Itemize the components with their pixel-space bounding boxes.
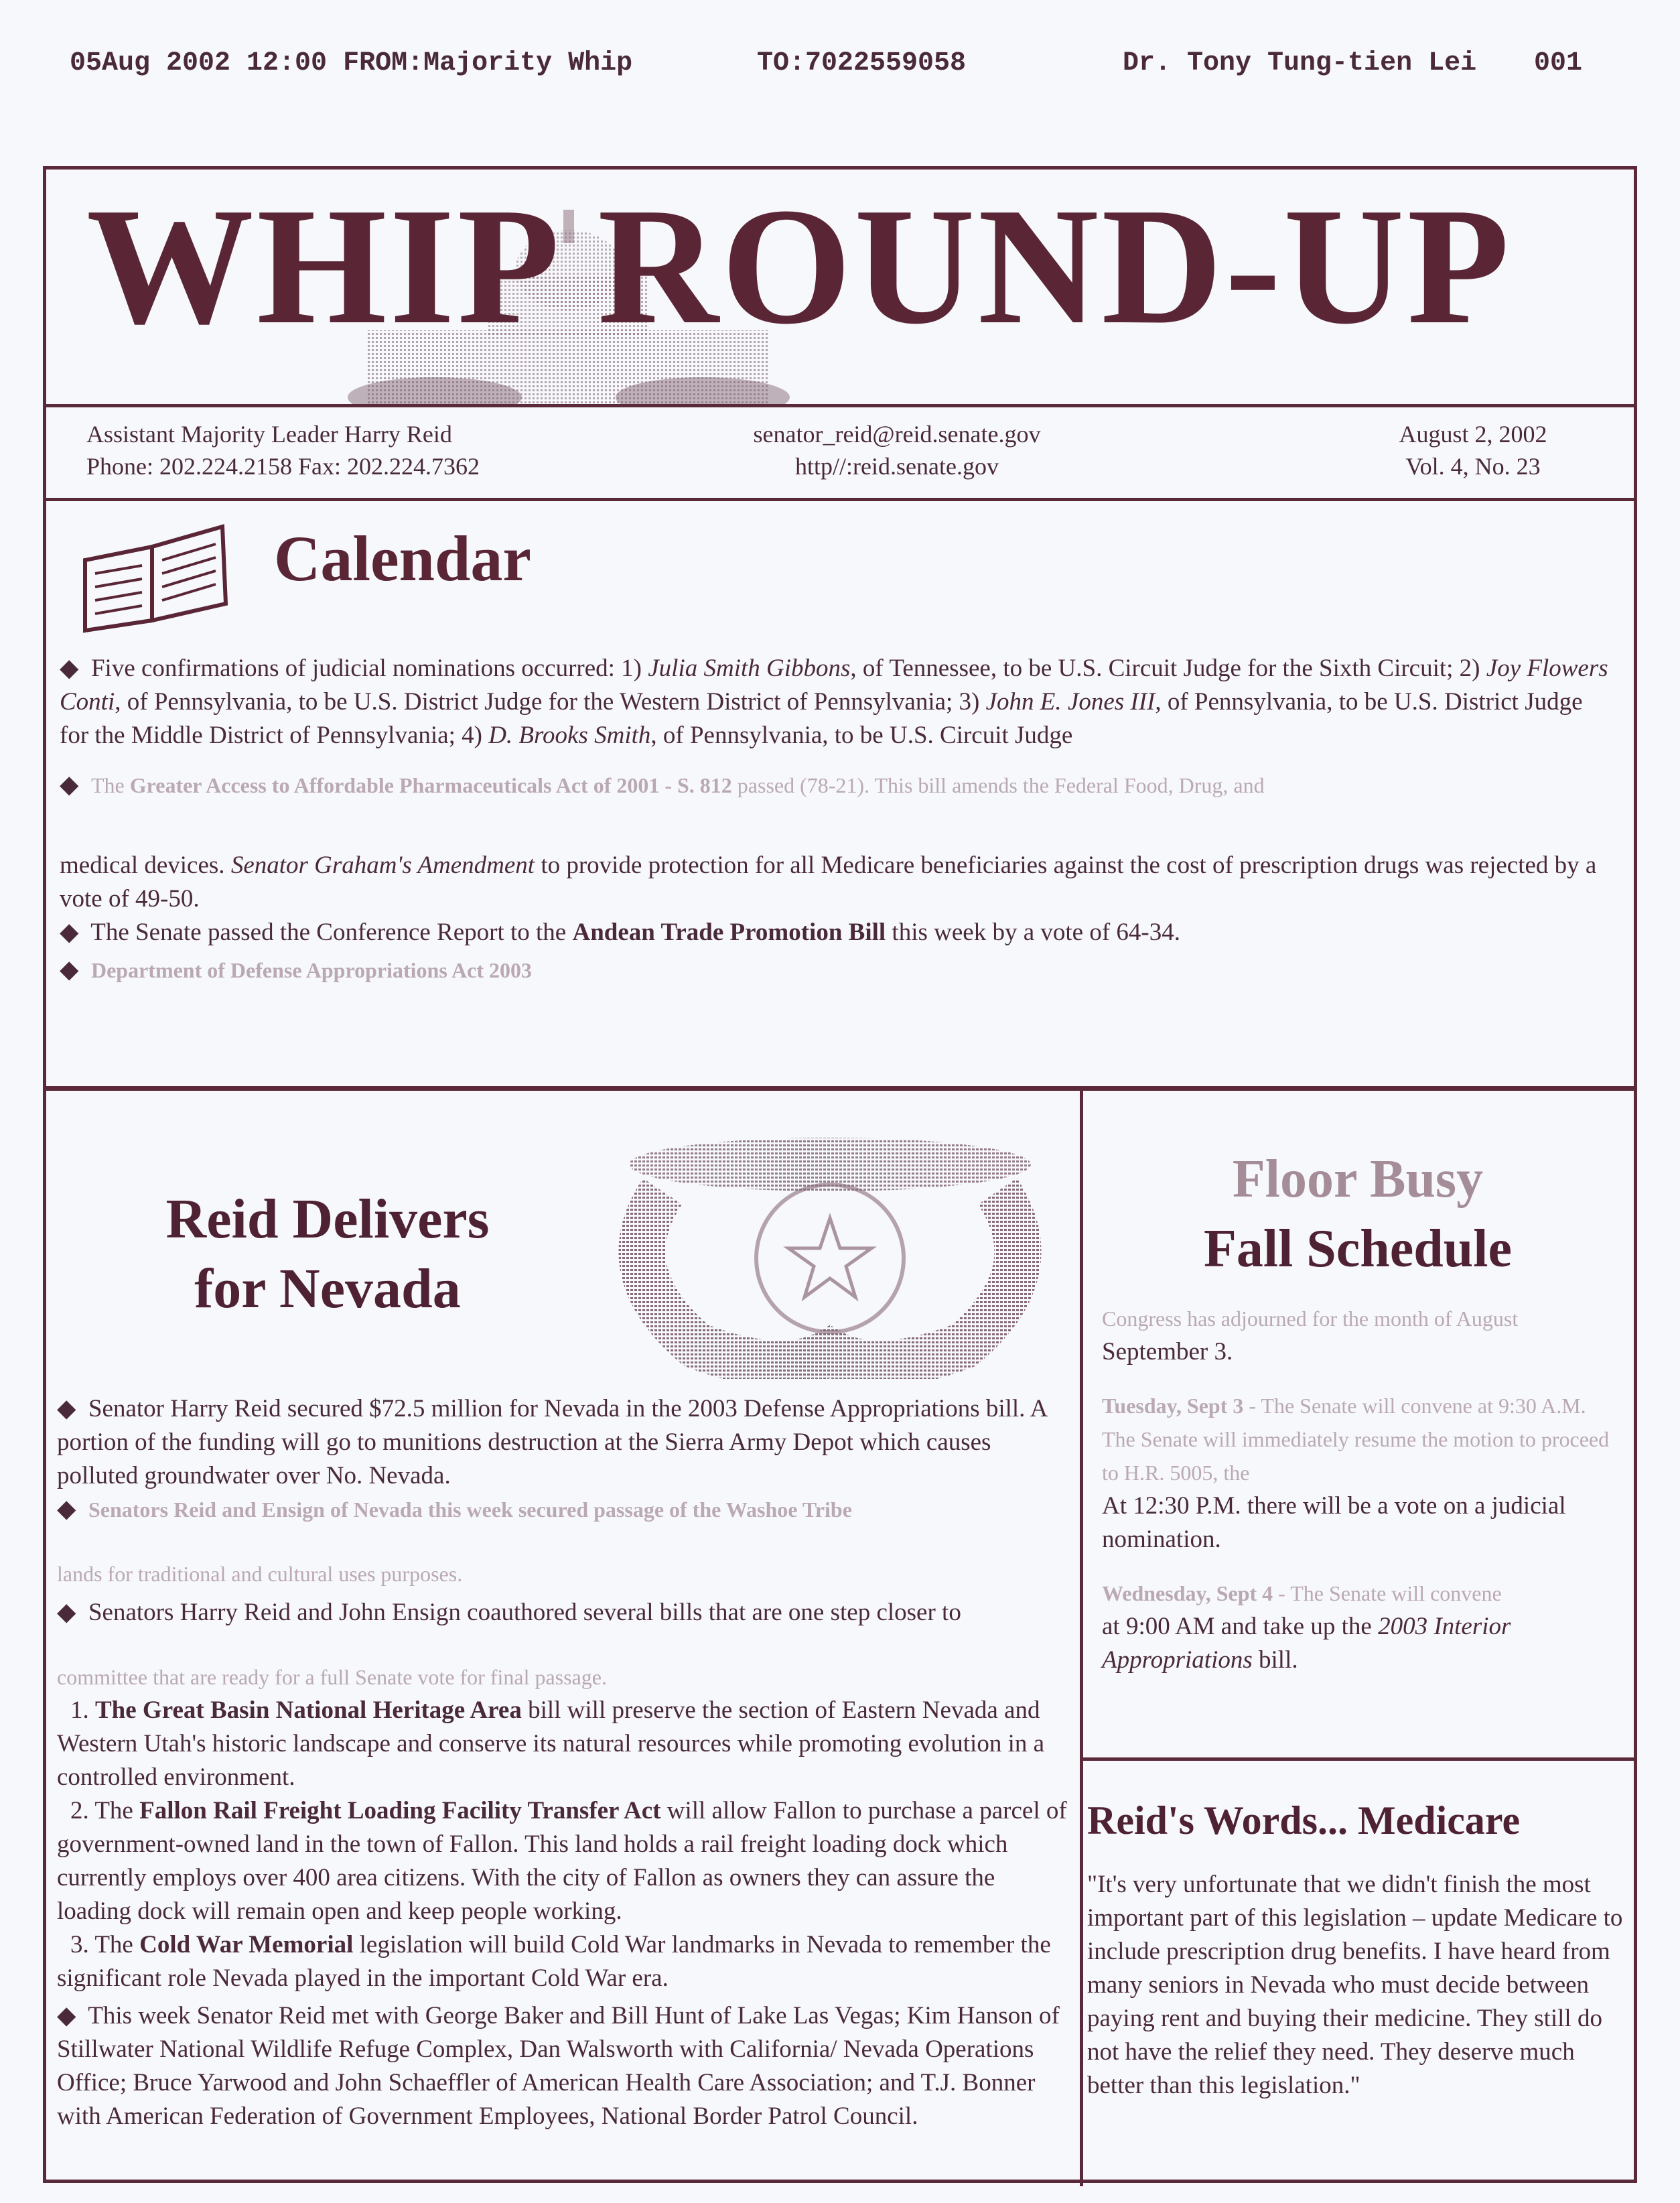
website-url: http//:reid.senate.gov bbox=[795, 453, 999, 480]
reid-item-meetings: ◆ This week Senator Reid met with George Baker and Bill Hunt of Lake Las Vegas; Kim Hanson of Stillwater National Wildlife Refuge Complex, Dan Walsworth with California/ Nevada Operations Office; Bruce Yarwood and John Schaeffler of American Health Care Association; and T.J. Bonner with American Federation of Government Employees, National Border Patrol Council. bbox=[57, 2002, 1060, 2130]
info-left bbox=[86, 418, 480, 482]
floor-schedule-body bbox=[1102, 1302, 1618, 1677]
reid-delivers-heading: Reid Delivers for Nevada bbox=[165, 1188, 490, 1320]
reid-item-washoe-tail: lands for traditional and cultural uses purposes. bbox=[57, 1562, 463, 1586]
calendar-item-judicial: ◆ Five confirmations of judicial nominations occurred: 1) Julia Smith Gibbons, of Tennessee, to be U.S. Circuit Judge for the Sixth Circuit; 2) Joy Flowers Conti, of Pennsylvania, to be U.S. District Judge for the Western District of Pennsylvania; 3) John E. Jones III, of Pennsylvania, to be U.S. District Judge for the Middle District of Pennsylvania; 4) D. Brooks Smith, of Pennsylvania, to be U.S. Circuit Judge bbox=[60, 655, 1608, 749]
reid-list-item-2: 2. The Fallon Rail Freight Loading Facility Transfer Act will allow Fallon to purchase a parcel of government-owned land in the town of Fallon. This land holds a rail freight loading dock which currently employs over 400 area citizens. With the city of Fallon as owners they can assure the loading dock will remain open and keep people working. bbox=[57, 1797, 1067, 1925]
calendar-heading: Calendar bbox=[274, 523, 531, 594]
email-address: senator_reid@reid.senate.gov bbox=[753, 421, 1041, 448]
issue-date: August 2, 2002 bbox=[1399, 421, 1547, 448]
info-center bbox=[716, 418, 1078, 482]
floor-item-tuesday: Tuesday, Sept 3 - The Senate will convene at 9:30 A.M. The Senate will immediately resume the motion to proceed to H.R. 5005, the bbox=[1102, 1394, 1610, 1485]
calendar-item-amendment: medical devices. Senator Graham's Amendment to provide protection for all Medicare beneficiaries against the cost of prescription drugs was rejected by a vote of 49-50. bbox=[60, 852, 1597, 913]
senate-seal-wreath-image bbox=[582, 1124, 1078, 1379]
leader-name: Assistant Majority Leader Harry Reid bbox=[86, 421, 452, 448]
reid-item-defense-funding: ◆ Senator Harry Reid secured $72.5 million for Nevada in the 2003 Defense Appropriations bill. A portion of the funding will go to munitions destruction at the Sierra Army Depot which causes polluted groundwater over No. Nevada. bbox=[57, 1395, 1047, 1489]
calendar-item-andean: ◆ The Senate passed the Conference Report to the Andean Trade Promotion Bill this week by a vote of 64-34. bbox=[60, 919, 1180, 946]
open-book-icon bbox=[78, 520, 232, 634]
reid-item-coauthored: ◆ Senators Harry Reid and John Ensign coauthored several bills that are one step closer to bbox=[57, 1599, 961, 1626]
reids-words-heading: Reid's Words... Medicare bbox=[1087, 1798, 1521, 1843]
fax-recipient: Dr. Tony Tung-tien Lei bbox=[1123, 48, 1477, 78]
fax-date-from: 05Aug 2002 12:00 FROM:Majority Whip bbox=[70, 48, 633, 78]
contact-info-bar bbox=[46, 407, 1634, 501]
calendar-item-pharma: ◆ The Greater Access to Affordable Pharmaceuticals Act of 2001 - S. 812 passed (78-21). This bill amends the Federal Food, Drug, and bbox=[60, 771, 1265, 799]
reid-item-coauthored-tail: committee that are ready for a full Senate vote for final passage. bbox=[57, 1665, 607, 1689]
reids-words-section bbox=[1083, 1761, 1634, 2186]
fax-page-number: 001 bbox=[1534, 48, 1583, 78]
volume-number: Vol. 4, No. 23 bbox=[1405, 453, 1541, 480]
info-right bbox=[1366, 418, 1580, 482]
lower-section bbox=[46, 1091, 1634, 2186]
reid-list-item-1: 1. The Great Basin National Heritage Area bill will preserve the section of Eastern Nevada and Western Utah's historic landscape and conserve its natural resources while promoting evolution in a controlled environment. bbox=[57, 1696, 1045, 1791]
floor-schedule-heading: Floor Busy Fall Schedule bbox=[1203, 1150, 1513, 1278]
floor-item-tuesday-vote: At 12:30 P.M. there will be a vote on a judicial nomination. bbox=[1102, 1492, 1566, 1553]
newsletter-frame bbox=[43, 166, 1637, 2183]
floor-item-adjourned: Congress has adjourned for the month of August bbox=[1102, 1307, 1519, 1331]
masthead bbox=[46, 170, 1634, 407]
phone-fax: Phone: 202.224.2158 Fax: 202.224.7362 bbox=[86, 453, 480, 480]
calendar-section bbox=[46, 501, 1634, 1091]
reid-list-item-3: 3. The Cold War Memorial legislation will build Cold War landmarks in Nevada to remember the significant role Nevada played in the important Cold War era. bbox=[57, 1931, 1051, 1992]
calendar-item-defense: ◆ Department of Defense Appropriations Act 2003 bbox=[60, 956, 532, 984]
floor-item-wednesday: Wednesday, Sept 4 - The Senate will convene bbox=[1102, 1581, 1502, 1605]
floor-item-september: September 3. bbox=[1102, 1338, 1233, 1365]
reid-delivers-body bbox=[57, 1392, 1075, 2133]
right-column bbox=[1083, 1091, 1634, 2186]
floor-item-wednesday-interior: at 9:00 AM and take up the 2003 Interior Appropriations bill. bbox=[1102, 1613, 1511, 1674]
calendar-body bbox=[60, 652, 1614, 987]
reid-item-washoe: ◆ Senators Reid and Ensign of Nevada this week secured passage of the Washoe Tribe bbox=[57, 1495, 852, 1523]
fax-to-number: TO:7022559058 bbox=[757, 48, 967, 78]
floor-schedule-section bbox=[1083, 1091, 1634, 1761]
reids-words-quote: "It's very unfortunate that we didn't finish the most important part of this legislation – update Medicare to include prescription drug benefits. I have heard from many seniors in Nevada who must decide between paying rent and buying their medicine. They still do not have the relief they need. They deserve much better than this legislation." bbox=[1087, 1871, 1623, 2099]
masthead-title: WHIP ROUND-UP bbox=[86, 174, 1513, 359]
reid-delivers-section bbox=[46, 1091, 1083, 2186]
